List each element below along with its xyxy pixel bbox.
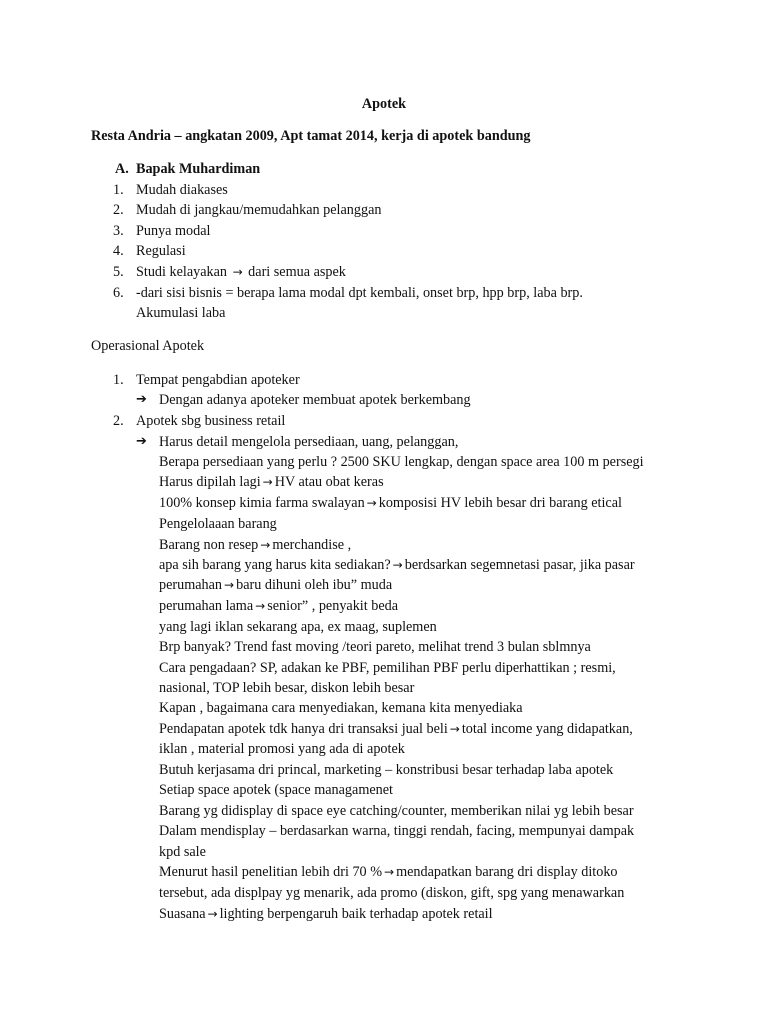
body-line: iklan , material promosi yang ada di apotek [159, 741, 405, 757]
body-line [159, 555, 635, 575]
body-line: yang lagi iklan sekarang apa, ex maag, suplemen [159, 619, 437, 635]
body-text: Suasana [159, 906, 206, 922]
body-text: Pendapatan apotek tdk hanya dri transaksi jual beli [159, 721, 448, 737]
author-line: Resta Andria – angkatan 2009, Apt tamat 2014, kerja di apotek bandung [91, 128, 531, 144]
body-line [159, 472, 384, 492]
list-item: Regulasi [136, 243, 186, 259]
body-text: lighting berpengaruh baik terhadap apotek retail [219, 906, 493, 922]
list-item: -dari sisi bisnis = berapa lama modal dpt kembali, onset brp, hpp brp, laba brp. [136, 285, 583, 301]
arrow-right-icon: → [207, 907, 218, 921]
body-text: komposisi HV lebih besar dri barang etical [378, 495, 622, 511]
list-item-text: Studi kelayakan [136, 264, 228, 280]
list-item-text: dari semua aspek [248, 264, 346, 280]
section-heading: Operasional Apotek [91, 338, 205, 354]
list-number: 4. [113, 243, 124, 259]
body-line: kpd sale [159, 844, 206, 860]
body-text: baru dihuni oleh ibu” muda [236, 577, 393, 593]
list-number: 1. [113, 372, 124, 388]
body-text: apa sih barang yang harus kita sediakan? [159, 557, 391, 573]
body-line: Harus detail mengelola persediaan, uang, pelanggan, [159, 434, 459, 450]
body-line: Berapa persediaan yang perlu ? 2500 SKU lengkap, dengan space area 100 m persegi [159, 454, 644, 470]
body-line: Pengelolaaan barang [159, 516, 277, 532]
body-line: Setiap space apotek (space managamenet [159, 782, 393, 798]
body-line [159, 493, 622, 513]
body-line [159, 535, 351, 555]
body-line [159, 904, 493, 924]
body-text: berdsarkan segemnetasi pasar, jika pasar [404, 557, 635, 573]
body-line: Barang yg didisplay di space eye catching/counter, memberikan nilai yg lebih besar [159, 803, 634, 819]
body-text: senior” , penyakit beda [267, 598, 399, 614]
arrow-right-icon: ➔ [136, 434, 147, 449]
body-text: merchandise , [272, 537, 352, 553]
list-number: 2. [113, 202, 124, 218]
list-number: 5. [113, 264, 124, 280]
arrow-right-icon: → [392, 558, 403, 572]
section-a-heading: Bapak Muhardiman [136, 161, 261, 177]
body-text: total income yang didapatkan, [461, 721, 633, 737]
list-item: Punya modal [136, 223, 211, 239]
body-text: Barang non resep [159, 537, 259, 553]
body-line: Dalam mendisplay – berdasarkan warna, tinggi rendah, facing, mempunyai dampak [159, 823, 635, 839]
body-line: tersebut, ada displpay yg menarik, ada promo (diskon, gift, spg yang menawarkan [159, 885, 625, 901]
sub-item: Dengan adanya apoteker membuat apotek berkembang [159, 392, 471, 408]
arrow-right-icon: → [255, 599, 266, 613]
list-item: Apotek sbg business retail [136, 413, 286, 429]
arrow-right-icon: → [260, 538, 271, 552]
list-number: 3. [113, 223, 124, 239]
arrow-right-icon: → [224, 578, 235, 592]
body-text: perumahan lama [159, 598, 254, 614]
body-line [159, 596, 398, 616]
body-line: Cara pengadaan? SP, adakan ke PBF, pemilihan PBF perlu diperhattikan ; resmi, [159, 660, 616, 676]
body-line: Brp banyak? Trend fast moving /teori pareto, melihat trend 3 bulan sblmnya [159, 639, 591, 655]
list-item: Mudah di jangkau/memudahkan pelanggan [136, 202, 382, 218]
body-line: Butuh kerjasama dri princal, marketing – konstribusi besar terhadap laba apotek [159, 762, 614, 778]
body-line [159, 862, 618, 882]
arrow-right-icon: → [449, 722, 460, 736]
body-text: 100% konsep kimia farma swalayan [159, 495, 365, 511]
document-title: Apotek [361, 96, 407, 112]
body-line: nasional, TOP lebih besar, diskon lebih besar [159, 680, 415, 696]
body-line [159, 575, 392, 595]
arrow-right-icon: → [384, 865, 395, 879]
arrow-right-icon: → [366, 496, 377, 510]
section-a-marker: A. [115, 161, 129, 177]
body-text: Menurut hasil penelitian lebih dri 70 % [159, 864, 383, 880]
arrow-right-icon: ➔ [136, 392, 147, 407]
body-line [159, 719, 633, 739]
body-text: perumahan [159, 577, 223, 593]
list-item [136, 262, 346, 282]
list-number: 2. [113, 413, 124, 429]
list-item: Mudah diakases [136, 182, 228, 198]
arrow-right-icon: → [262, 475, 273, 489]
list-number: 1. [113, 182, 124, 198]
body-text: mendapatkan barang dri display ditoko [396, 864, 618, 880]
body-text: Harus dipilah lagi [159, 474, 261, 490]
list-number: 6. [113, 285, 124, 301]
list-item: Tempat pengabdian apoteker [136, 372, 300, 388]
list-item-continuation: Akumulasi laba [136, 305, 226, 321]
arrow-right-icon: → [232, 265, 243, 279]
body-text: HV atau obat keras [274, 474, 384, 490]
body-line: Kapan , bagaimana cara menyediakan, kemana kita menyediaka [159, 700, 523, 716]
